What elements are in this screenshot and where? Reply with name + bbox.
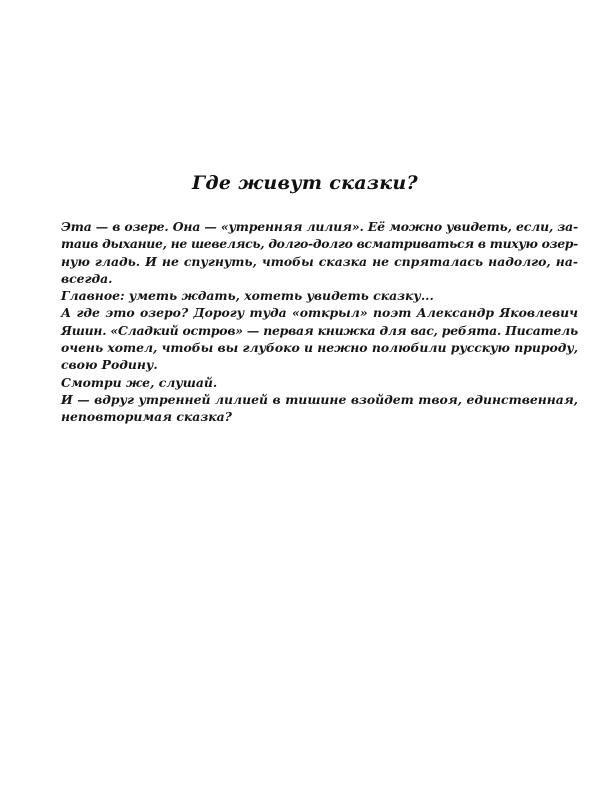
text-line: Главное: уметь ждать, хотеть увидеть сказку... (61, 288, 434, 304)
text-line: Яшин. «Сладкий остров» — первая книжка для вас, ребята. Писатель (61, 322, 578, 338)
paragraph (61, 374, 578, 391)
text-line: ную гладь. И не спугнуть, чтобы сказка не спряталась надолго, на- (61, 253, 578, 269)
text-line: Эта — в озере. Она — «утренняя лилия». Её можно увидеть, если, за- (61, 219, 579, 234)
text-line: очень хотел, чтобы вы глубоко и нежно полюбили русскую природу, (61, 340, 578, 356)
article-body (61, 218, 578, 426)
text-line: И — вдруг утренней лилией в тишине взойдет твоя, единственная, (61, 391, 578, 407)
page-title: Где живут сказки? (192, 172, 418, 194)
text-line: свою Родину. (61, 357, 158, 373)
paragraph (61, 304, 578, 373)
paragraph (61, 218, 578, 287)
text-line: таив дыхание, не шевелясь, долго-долго всматриваться в тихую озер- (61, 236, 578, 252)
paragraph (61, 391, 578, 426)
paragraph (61, 287, 578, 304)
text-line: А где это озеро? Дорогу туда «открыл» поэт Александр Яковлевич (61, 305, 578, 321)
text-line: всегда. (61, 270, 113, 286)
text-line: неповторимая сказка? (61, 409, 232, 425)
text-line: Смотри же, слушай. (61, 374, 218, 390)
